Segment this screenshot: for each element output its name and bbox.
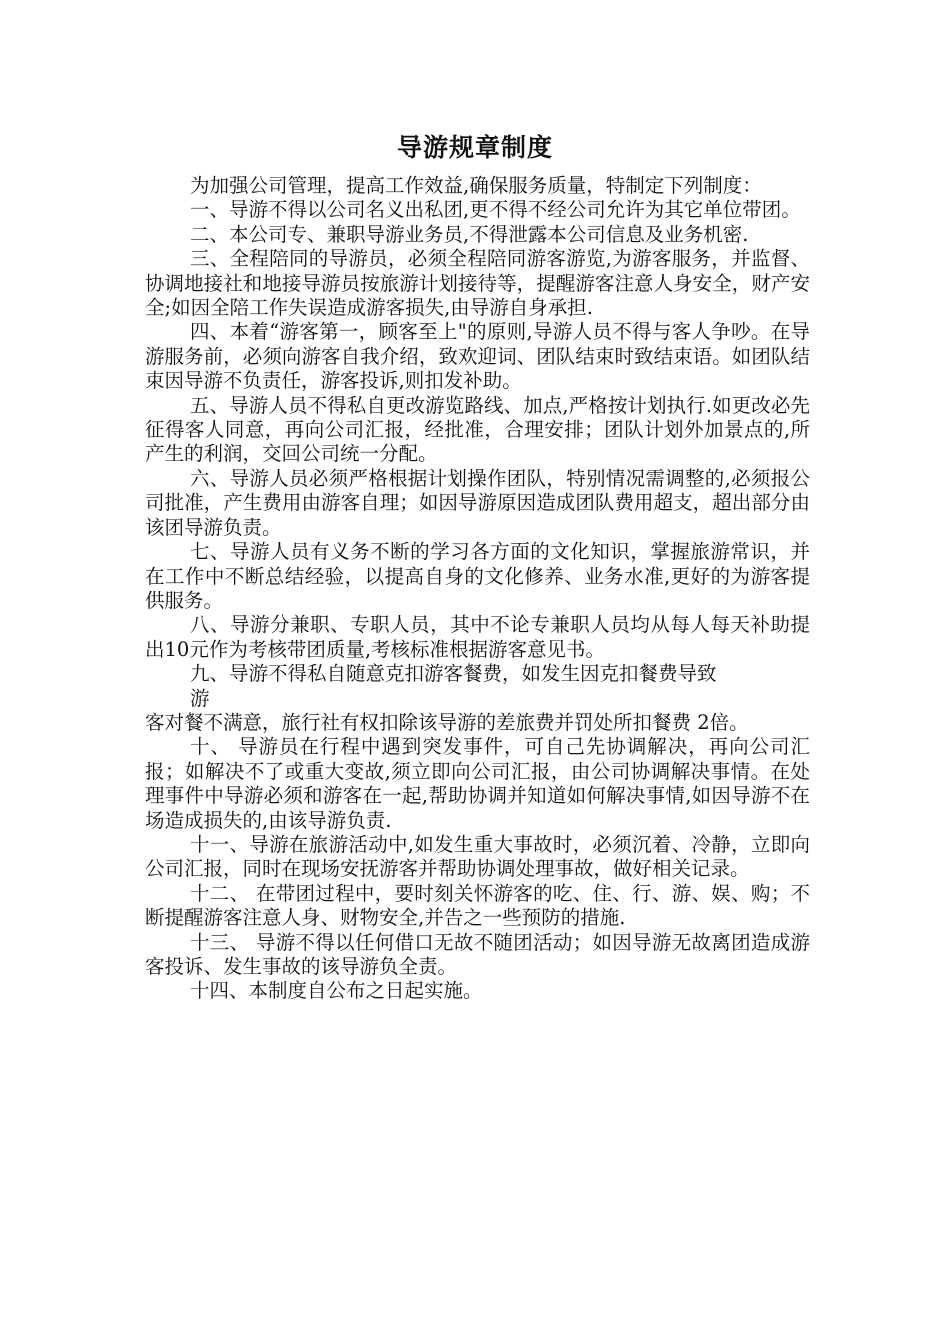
rule-11: 十一、导游在旅游活动中,如发生重大事故时，必须沉着、冷静，立即向公司汇报，同时在现场安抚游客并帮助协调处理事故，做好相关记录。 bbox=[145, 832, 810, 881]
rule-9-line-1: 九、导游不得私自随意克扣游客餐费，如发生因克扣餐费导致 bbox=[190, 662, 717, 686]
rule-9-line-2: 游 bbox=[190, 686, 210, 710]
rule-4: 四、本着“游客第一，顾客至上"的原则,导游人员不得与客人争吵。在导游服务前，必须向游客自我介绍，致欢迎词、团队结束时致结束语。如团队结束因导游不负责任，游客投诉,则扣发补助。 bbox=[145, 320, 810, 393]
rule-2: 二、本公司专、兼职导游业务员,不得泄露本公司信息及业务机密. bbox=[190, 222, 749, 246]
page-title: 导游规章制度 bbox=[396, 133, 553, 162]
rule-14: 十四、本制度自公布之日起实施。 bbox=[190, 979, 483, 1003]
rule-6: 六、导游人员必须严格根据计划操作团队，特别情况需调整的,必须报公司批准，产生费用由游客自理；如因导游原因造成团队费用超支，超出部分由该团导游负责。 bbox=[145, 466, 810, 539]
rule-7: 七、导游人员有义务不断的学习各方面的文化知识，掌握旅游常识，并在工作中不断总结经验，以提高自身的文化修养、业务水准,更好的为游客提供服务。 bbox=[145, 540, 810, 612]
rule-1: 一、导游不得以公司名义出私团,更不得不经公司允许为其它单位带团。 bbox=[190, 198, 801, 222]
rule-9-line-3: 客对餐不满意，旅行社有权扣除该导游的差旅费并罚处所扣餐费 2倍。 bbox=[145, 710, 749, 734]
rule-12: 十二、 在带团过程中，要时刻关怀游客的吃、住、行、游、娱、购；不断提醒游客注意人身、财物安全,并告之一些预防的措施. bbox=[145, 881, 810, 930]
intro-paragraph: 为加强公司管理，提高工作效益,确保服务质量，特制定下列制度： bbox=[190, 174, 762, 197]
rule-8: 八、导游分兼职、专职人员，其中不论专兼职人员均从每人每天补助提出10元作为考核带团质量,考核标准根据游客意见书。 bbox=[145, 613, 810, 661]
rule-10: 十、 导游员在行程中遇到突发事件，可自己先协调解决，再向公司汇报；如解决不了或重大变故,须立即向公司汇报，由公司协调解决事情。在处理事件中导游必须和游客在一起,帮助协调并知道如何解决事情,如因导游不在场造成损失的,由该导游负责. bbox=[145, 735, 810, 832]
document-body bbox=[145, 174, 810, 1004]
rule-5: 五、导游人员不得私自更改游览路线、加点,严格按计划执行.如更改必先征得客人同意，再向公司汇报，经批准，合理安排；团队计划外加景点的,所产生的利润，交回公司统一分配。 bbox=[145, 393, 810, 466]
rule-3: 三、全程陪同的导游员，必须全程陪同游客游览,为游客服务，并监督、协调地接社和地接导游员按旅游计划接待等，提醒游客注意人身安全，财产安全;如因全陪工作失误造成游客损失,由导游自身承担. bbox=[145, 247, 810, 320]
rule-13: 十三、 导游不得以任何借口无故不随团活动；如因导游无故离团造成游客投诉、发生事故的该导游负全责。 bbox=[145, 930, 810, 978]
